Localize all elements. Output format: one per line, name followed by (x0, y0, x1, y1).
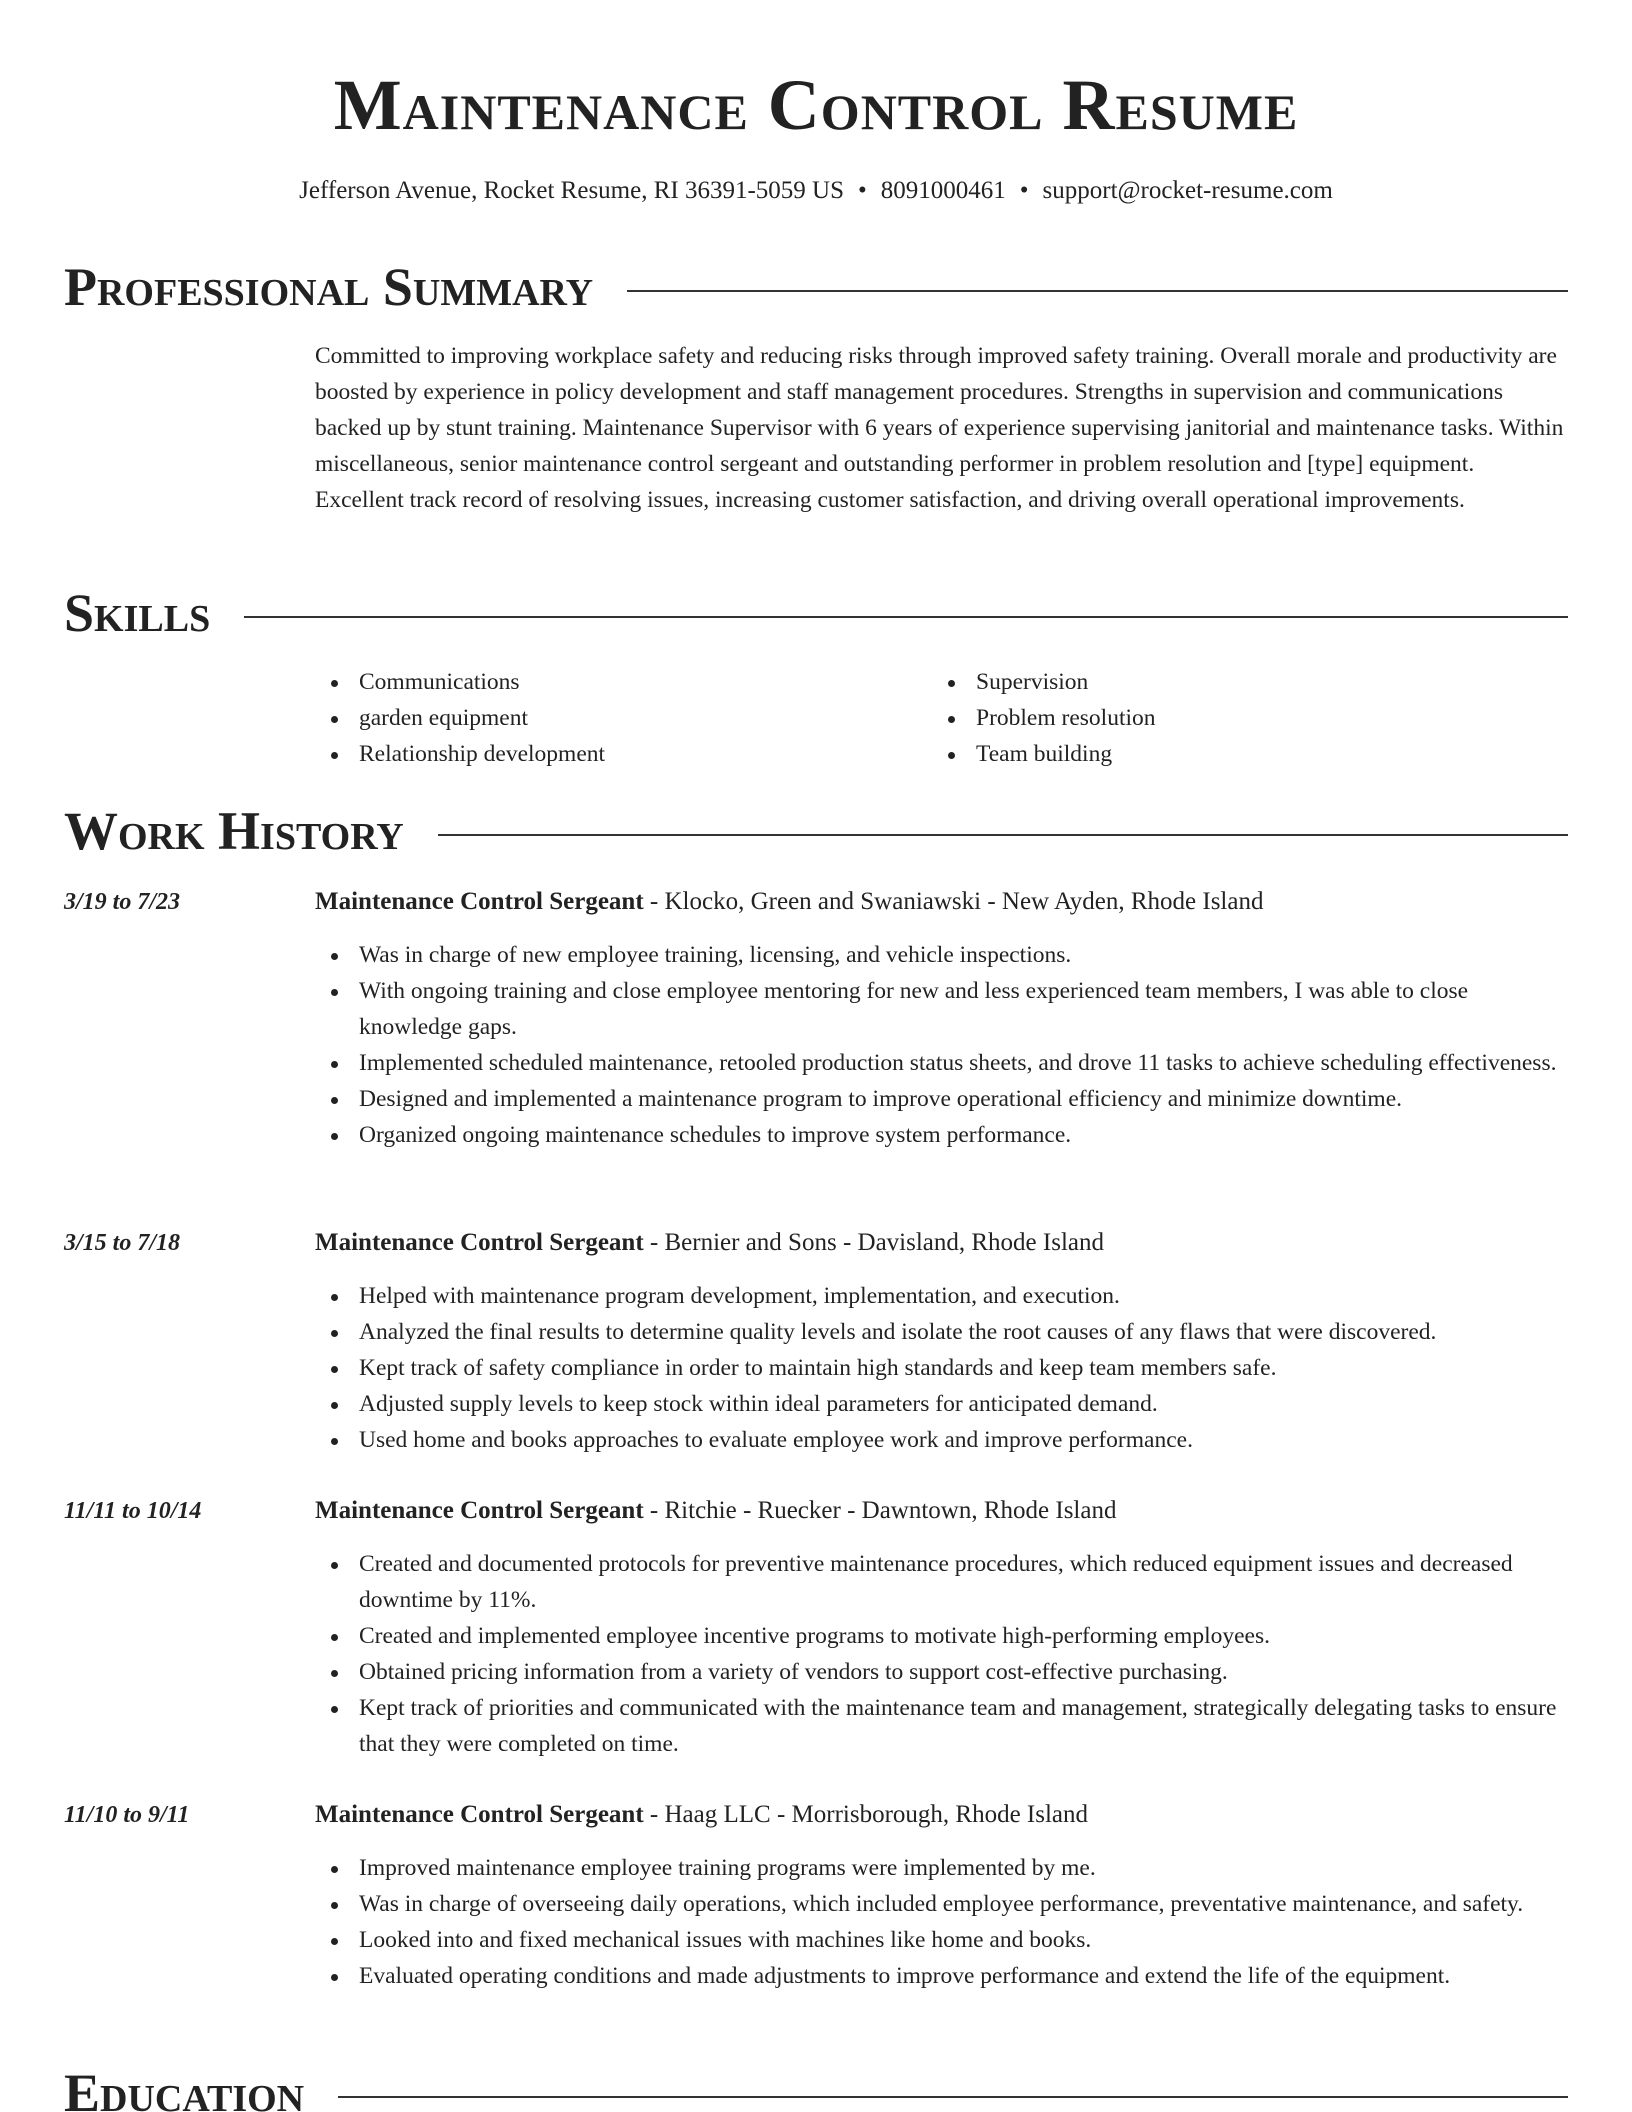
job-bullets (315, 1546, 1568, 1762)
job-bullet: Obtained pricing information from a variety of vendors to support cost-effective purchasing. (315, 1654, 1568, 1690)
section-title: Work History (64, 801, 404, 861)
section-divider (627, 290, 1568, 292)
job-heading (315, 1797, 1568, 1833)
job-heading (315, 884, 1568, 920)
job-employer: - Bernier and Sons - Davisland, Rhode Island (643, 1229, 1104, 1256)
job-bullet: Organized ongoing maintenance schedules to improve system performance. (315, 1117, 1568, 1153)
job-dates: 11/10 to 9/11 (64, 1802, 190, 1828)
contact-phone: 8091000461 (880, 177, 1006, 204)
contact-separator: • (858, 177, 867, 204)
contact-email[interactable]: support@rocket-resume.com (1042, 177, 1333, 204)
job-employer: - Ritchie - Ruecker - Dawntown, Rhode Island (643, 1497, 1117, 1524)
section-title: Professional Summary (64, 257, 594, 317)
job-bullet: Created and documented protocols for preventive maintenance procedures, which reduced equipment issues and decreased downtime by 11%. (315, 1546, 1568, 1618)
section-divider (244, 616, 1568, 618)
skill-item: Communications (315, 664, 932, 700)
skills-column-right (932, 664, 1549, 772)
job-bullet: Looked into and fixed mechanical issues with machines like home and books. (315, 1922, 1568, 1958)
skill-item: Relationship development (315, 736, 932, 772)
job-heading (315, 1493, 1568, 1529)
skill-item: Problem resolution (932, 700, 1549, 736)
job-bullet: Was in charge of overseeing daily operations, which included employee performance, preventative maintenance, and safety. (315, 1886, 1568, 1922)
job-dates: 3/19 to 7/23 (64, 889, 181, 915)
job-title: Maintenance Control Sergeant (315, 888, 644, 915)
job-employer: - Haag LLC - Morrisborough, Rhode Island (643, 1801, 1089, 1828)
skill-item: Supervision (932, 664, 1549, 700)
section-divider (338, 2096, 1568, 2098)
job-bullet: Adjusted supply levels to keep stock within ideal parameters for anticipated demand. (315, 1386, 1568, 1422)
contact-separator: • (1019, 177, 1029, 204)
job-dates: 3/15 to 7/18 (64, 1230, 181, 1256)
job-bullet: Implemented scheduled maintenance, retooled production status sheets, and drove 11 tasks to achieve scheduling effectiveness. (315, 1045, 1568, 1081)
section-title: Education (64, 2063, 305, 2112)
job-title: Maintenance Control Sergeant (315, 1801, 644, 1828)
job-bullet: Helped with maintenance program development, implementation, and execution. (315, 1278, 1568, 1314)
job-bullet: Created and implemented employee incentive programs to motivate high-performing employees. (315, 1618, 1568, 1654)
section-title: Skills (64, 583, 211, 643)
job-heading (315, 1225, 1568, 1261)
section-divider (438, 834, 1568, 836)
job-bullet: Analyzed the final results to determine quality levels and isolate the root causes of any flaws that were discovered. (315, 1314, 1568, 1350)
job-title: Maintenance Control Sergeant (315, 1497, 644, 1524)
section-education (64, 2058, 1568, 2112)
summary-text: Committed to improving workplace safety and reducing risks through improved safety training. Overall morale and productivity are boosted by experience in policy development and staff management procedures. Strengths in supervision and communications backed up by stunt training. Maintenance Supervisor with 6 years of experience supervising janitorial and maintenance tasks. Within miscellaneous, senior maintenance control sergeant and outstanding performer in problem resolution and [type] equipment. Excellent track record of resolving issues, increasing customer satisfaction, and driving overall operational improvements. (315, 343, 1564, 513)
skill-item: garden equipment (315, 700, 932, 736)
job-bullet: With ongoing training and close employee mentoring for new and less experienced team members, I was able to close knowledge gaps. (315, 973, 1568, 1045)
job-bullet: Evaluated operating conditions and made adjustments to improve performance and extend the life of the equipment. (315, 1958, 1568, 1994)
job-bullet: Was in charge of new employee training, licensing, and vehicle inspections. (315, 937, 1568, 973)
job-bullets (315, 937, 1568, 1153)
job-entry (64, 884, 1568, 1153)
job-bullets (315, 1278, 1568, 1458)
job-employer: - Klocko, Green and Swaniawski - New Ayden, Rhode Island (643, 888, 1264, 915)
job-entry (64, 1225, 1568, 1458)
section-skills (64, 578, 1568, 648)
contact-line (0, 176, 1632, 206)
skills-column-left (315, 664, 932, 772)
job-bullet: Kept track of safety compliance in order to maintain high standards and keep team members safe. (315, 1350, 1568, 1386)
resume-title: Maintenance Control Resume (333, 65, 1299, 145)
job-bullet: Designed and implemented a maintenance program to improve operational efficiency and minimize downtime. (315, 1081, 1568, 1117)
job-bullet: Used home and books approaches to evaluate employee work and improve performance. (315, 1422, 1568, 1458)
job-title: Maintenance Control Sergeant (315, 1229, 644, 1256)
job-entry (64, 1493, 1568, 1762)
skills-list (315, 664, 1568, 772)
job-bullets (315, 1850, 1568, 1994)
job-bullet: Improved maintenance employee training programs were implemented by me. (315, 1850, 1568, 1886)
section-professional-summary (64, 252, 1568, 322)
skill-item: Team building (932, 736, 1549, 772)
section-work-history (64, 796, 1568, 866)
contact-address: Jefferson Avenue, Rocket Resume, RI 36391-5059 US (299, 177, 844, 204)
job-entry (64, 1797, 1568, 1994)
job-bullet: Kept track of priorities and communicated with the maintenance team and management, strategically delegating tasks to ensure that they were completed on time. (315, 1690, 1568, 1762)
job-dates: 11/11 to 10/14 (64, 1498, 202, 1524)
